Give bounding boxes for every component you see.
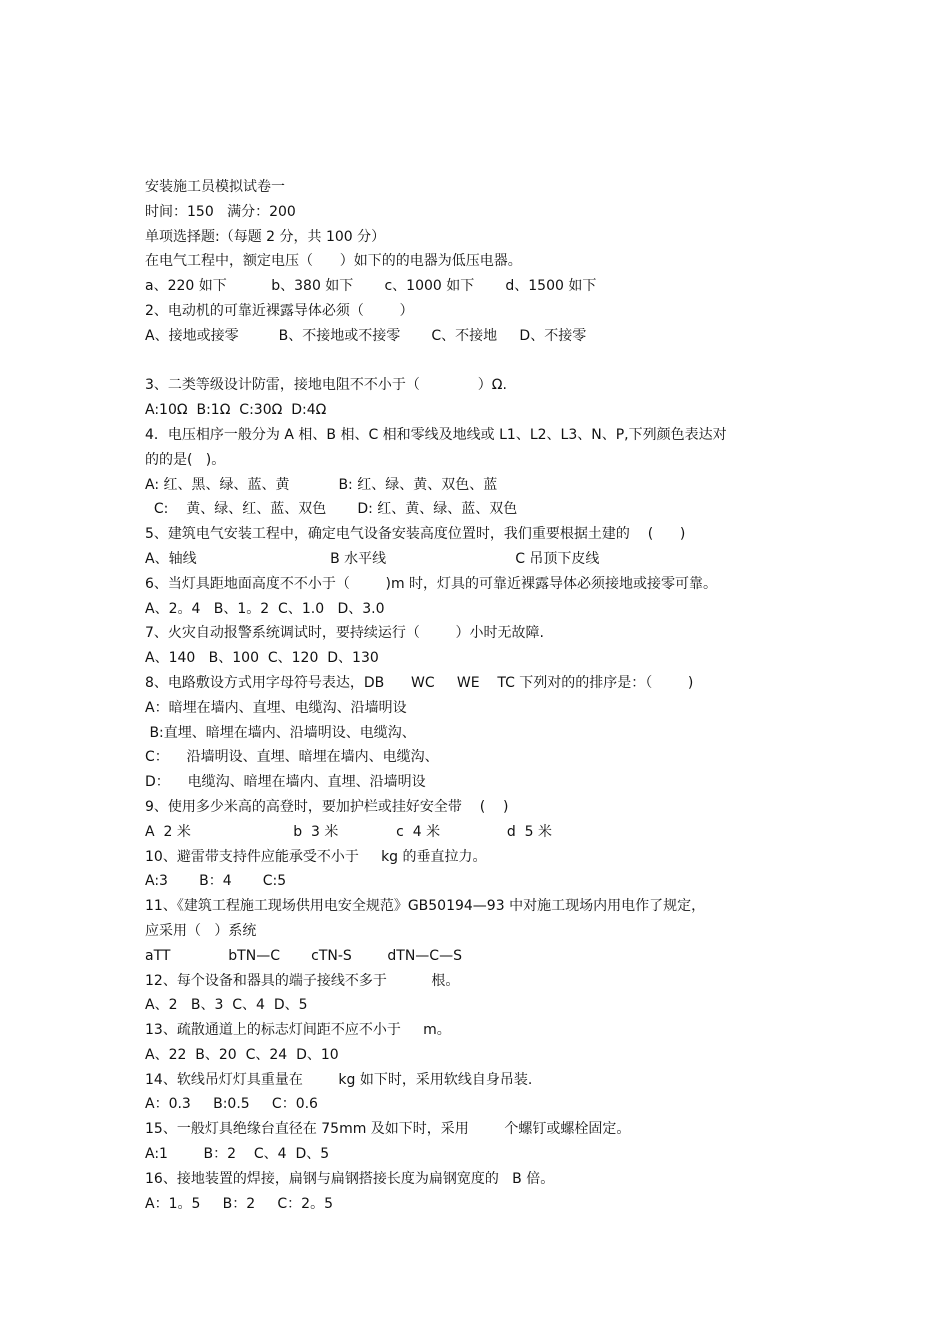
document-line: a、220 如下 b、380 如下 c、1000 如下 d、1500 如下 [145, 278, 597, 295]
document-line: A 2 米 b 3 米 c 4 米 d 5 米 [145, 823, 553, 840]
document-line: C： 沿墙明设、直埋、暗埋在墙内、电缆沟、 [145, 749, 439, 766]
document-line: 在电气工程中，额定电压（ ）如下的的电器为低压电器。 [145, 253, 522, 270]
document-line: 11、《建筑工程施工现场供用电安全规范》GB50194—93 中对施工现场内用电作了规定， [145, 898, 706, 915]
document-body [145, 175, 815, 1216]
document-line: D： 电缆沟、暗埋在墙内、直埋、沿墙明设 [145, 774, 426, 791]
document-line: 14、软线吊灯灯具重量在 kg 如下时，采用软线自身吊装. [145, 1071, 533, 1088]
document-line: 13、疏散通道上的标志灯间距不应不小于 m。 [145, 1022, 451, 1039]
exam-meta: 时间：150 满分：200 [145, 203, 296, 220]
document-line: 7、火灾自动报警系统调试时，要持续运行（ ）小时无故障. [145, 625, 544, 642]
document-line: 的的是( )。 [145, 451, 226, 468]
document-line: 8、电路敷设方式用字母符号表达，DB WC WE TC 下列对的的排序是：（ ) [145, 674, 694, 691]
document-line: A:3 B：4 C:5 [145, 873, 287, 890]
document-line: A:1 B：2 C、4 D、5 [145, 1146, 330, 1163]
document-line: A：1。5 B：2 C：2。5 [145, 1195, 333, 1212]
document-line: A：0.3 B:0.5 C：0.6 [145, 1096, 318, 1113]
document-line: 12、每个设备和器具的端子接线不多于 根。 [145, 972, 460, 989]
document-line: 4．电压相序一般分为 A 相、B 相、C 相和零线及地线或 L1、L2、L3、N、P,下列颜色表达对 [145, 426, 727, 443]
document-title: 安装施工员模拟试卷一 [145, 179, 285, 195]
document-line: A、2 B、3 C、4 D、5 [145, 997, 308, 1014]
document-line: 16、接地装置的焊接，扁钢与扁钢搭接长度为扁钢宽度的 B 倍。 [145, 1170, 555, 1187]
document-line: 15、一般灯具绝缘台直径在 75mm 及如下时，采用 个螺钉或螺栓固定。 [145, 1121, 631, 1138]
document-line: A、接地或接零 B、不接地或不接零 C、不接地 D、不接零 [145, 327, 587, 344]
document-line [145, 349, 815, 374]
question-list [145, 249, 815, 1216]
document-line: B:直埋、暗埋在墙内、沿墙明设、电缆沟、 [145, 724, 416, 741]
document-line: A、轴线 B 水平线 C 吊顶下皮线 [145, 550, 600, 567]
document-line: A: 红、黑、绿、蓝、黄 B: 红、绿、黄、双色、蓝 [145, 476, 498, 493]
document-line: A、2。4 B、1。2 C、1.0 D、3.0 [145, 600, 385, 617]
document-line: A:10Ω B:1Ω C:30Ω D:4Ω [145, 402, 327, 419]
document-line: A：暗埋在墙内、直埋、电缆沟、沿墙明设 [145, 699, 407, 716]
document-line: 2、电动机的可靠近裸露导体必须（ ） [145, 302, 414, 319]
document-line: A、22 B、20 C、24 D、10 [145, 1046, 339, 1063]
document-line: 5、建筑电气安装工程中，确定电气设备安装高度位置时，我们重要根据土建的 ( ) [145, 526, 686, 543]
document-line: 10、避雷带支持件应能承受不小于 kg 的垂直拉力。 [145, 848, 487, 865]
document-line: 应采用（ ）系统 [145, 922, 257, 939]
document-line: 9、使用多少米高的高登时，要加护栏或挂好安全带 ( ) [145, 798, 509, 815]
document-line: 6、当灯具距地面高度不不小于（ )m 时，灯具的可靠近裸露导体必须接地或接零可靠。 [145, 575, 718, 592]
document-line: 3、二类等级设计防雷，接地电阻不不小于（ ）Ω. [145, 377, 507, 394]
document-line: C: 黄、绿、红、蓝、双色 D: 红、黄、绿、蓝、双色 [145, 501, 518, 518]
document-line: A、140 B、100 C、120 D、130 [145, 650, 379, 667]
section-heading: 单项选择题:（每题 2 分，共 100 分） [145, 228, 386, 245]
document-line: aTT bTN—C cTN-S dTN—C—S [145, 947, 462, 964]
